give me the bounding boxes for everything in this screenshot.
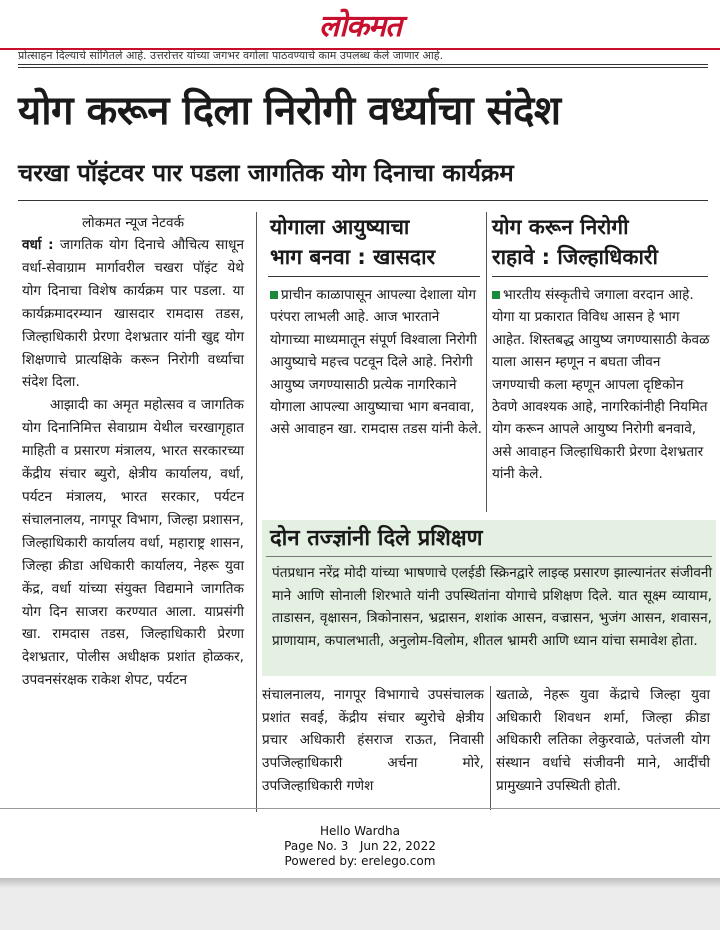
box-mp-title [270, 212, 480, 272]
box-collector-text: भारतीय संस्कृतीचे जगाला वरदान आहे. योगा या प्रकारात विविध आसन हे भाग आहेत. शिस्तबद्ध आयुष्य जगण्यासाठी केवळ याला आसन म्हणून न बघता जीवन जगण्याची कला म्हणून आपला दृष्टिकोन ठेवणे आवश्यक आहे, नागरिकांनीही नियमित योग करून आपले आयुष्य निरोगी बनवावे, असे आवाहन जिल्हाधिकारी प्रेरणा देशभ्रतार यांनी केले. [492, 287, 710, 483]
article-continuation: संचालनालय, नागपूर विभागाचे उपसंचालक प्रशांत सवई, केंद्रीय संचार ब्युरोचे क्षेत्रीय प्रचार अधिकारी हंसराज राऊत, निवासी उपजिल्हाधिकारी अर्चना मोरे, उपजिल्हाधिकारी गणेश [262, 687, 484, 794]
box-mp-title-line: भाग बनवा : खासदार [270, 245, 436, 269]
column-divider [486, 212, 487, 512]
box-mp-title-line: योगाला आयुष्याचा [270, 215, 410, 239]
footer-edition: Hello Wardha [320, 824, 400, 838]
box-collector-title-line: राहावे : जिल्हाधिकारी [492, 245, 658, 269]
article-paragraph: आझादी का अमृत महोत्सव व जागतिक योग दिनानिमित्त सेवाग्राम येथील चरखागृहात माहिती व प्रसारण मंत्रालय, भारत सरकारच्या केंद्रीय संचार ब्युरो, क्षेत्रीय कार्यालय, वर्धा, पर्यटन मंत्रालय, भारत सरकार, पर्यटन संचालनालय, नागपूर विभाग, जिल्हा प्रशासन, जिल्हाधिकारी कार्यालय वर्धा, महाराष्ट्र शासन, जिल्हा क्रीडा अधिकारी कार्यालय, नेहरू युवा केंद्र, वर्धा यांच्या संयुक्त विद्यमाने जागतिक योग दिन साजरा करण्यात आला. याप्रसंगी खा. रामदास तडस, जिल्हाधिकारी प्रेरणा देशभ्रतार, पोलीस अधीक्षक प्रशांत होळकर, उपवनसंरक्षक राकेश शेपट, पर्यटन [22, 397, 244, 689]
byline: लोकमत न्यूज नेटवर्क [81, 215, 185, 231]
box-collector-rule [492, 276, 708, 277]
box-collector-title [492, 212, 714, 272]
green-bullet-icon [492, 291, 500, 299]
masthead [0, 0, 720, 48]
dateline: वर्धा : [22, 237, 54, 253]
training-box-title: दोन तज्ज्ञांनी दिले प्रशिक्षण [270, 526, 483, 551]
divider-rule [18, 64, 708, 65]
previous-article-fragment: प्रोत्साहन दिल्याचे सांगितले आहे. उत्तरोत्तर यांच्या जगभर वर्गाला पाठवण्याचे काम उपलब्ध केले जाणार आहे. [18, 50, 444, 62]
training-box-body: पंतप्रधान नरेंद्र मोदी यांच्या भाषणाचे एलईडी स्क्रिनद्वारे लाइव्ह प्रसारण झाल्यानंतर संजीवनी माने आणि सोनाली शिरभाते यांनी उपस्थितांना योगाचे प्रशिक्षण दिले. यात सूक्ष्म व्यायाम, ताडासन, वृक्षासन, त्रिकोनासन, भ्रद्रासन, शशांक आसन, वज्रासन, भुजंग आसन, शवासन, प्राणायाम, कपालभाती, अनुलोम-विलोम, शीतल भ्रामरी आणि ध्यान यांचा समावेश होता. [272, 565, 712, 649]
footer-powered-by: Powered by: erelego.com [284, 854, 436, 868]
box-mp-body [270, 284, 482, 441]
article-paragraph [22, 234, 244, 394]
divider-rule [18, 67, 708, 68]
page-shadow [0, 878, 720, 888]
box-collector-title-line: योग करून निरोगी [492, 215, 629, 239]
subheadline: चरखा पॉइंटवर पार पडला जागतिक योग दिनाचा कार्यक्रम [18, 159, 514, 187]
lokmat-logo: लोकमत [318, 9, 402, 44]
box-mp-rule [268, 276, 480, 277]
column-divider [490, 686, 491, 810]
column-divider [256, 212, 257, 812]
footer-page-info: Page No. 3 Jun 22, 2022 [284, 839, 436, 853]
box-mp-text: प्राचीन काळापासून आपल्या देशाला योग परंपरा लाभली आहे. आज भारताने योगाच्या माध्यमातून संपूर्ण विश्वाला निरोगी आयुष्याचे महत्त्व पटवून दिले आहे. निरोगी आयुष्य जगण्यासाठी प्रत्येक नागरिकाने योगाला आपल्या आयुष्याचा भाग बनवावा, असे आवाहन खा. रामदास तडस यांनी केले. [270, 287, 482, 438]
article-continuation: खताळे, नेहरू युवा केंद्राचे जिल्हा युवा अधिकारी शिवधन शर्मा, जिल्हा क्रीडा अधिकारी लतिका लेकुरवाळे, पतंजली योग संस्थान वर्धाचे संजीवनी माने, आदींची प्रामुख्याने उपस्थिती होती. [496, 687, 710, 794]
main-article-column [22, 212, 244, 692]
page-bottom-rule [0, 808, 720, 809]
training-box-rule [266, 556, 712, 557]
box-collector-body [492, 284, 710, 486]
paragraph-text: जागतिक योग दिनाचे औचित्य साधून वर्धा-सेवाग्राम मार्गावरील चखरा पॉइंट येथे योग दिनाचा विशेष कार्यक्रम पार पडला. या कार्यक्रमादरम्यान खासदार रामदास तडस, जिल्हाधिकारी प्रेरणा देशभ्रतार यांनी खुद्द योग शिक्षणाचे प्रात्यक्षिके करून निरोगी वर्ध्याचा संदेश दिला. [22, 237, 244, 391]
green-bullet-icon [270, 291, 278, 299]
headline: योग करून दिला निरोगी वर्ध्याचा संदेश [18, 88, 561, 134]
page-footer [0, 824, 720, 869]
subheadline-rule [18, 200, 708, 201]
